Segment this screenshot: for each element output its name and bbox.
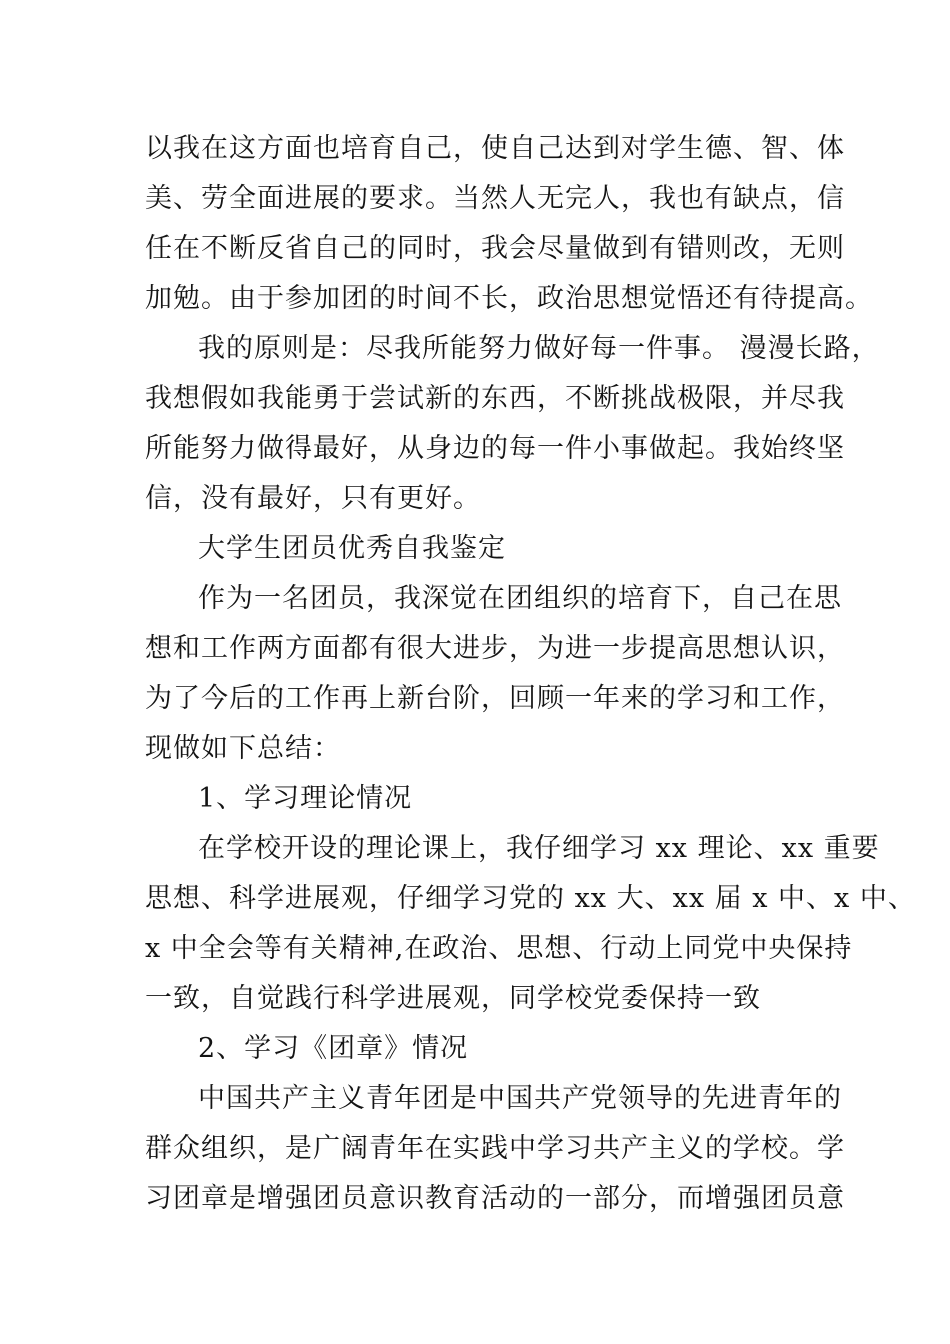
text-line: 以我在这方面也培育自己，使自己达到对学生德、智、体: [145, 133, 845, 164]
text-line: 一致，自觉践行科学进展观，同学校党委保持一致: [145, 983, 761, 1014]
paragraph-first-line: 中国共产主义青年团是中国共产党领导的先进青年的: [198, 1083, 842, 1114]
text-line: x 中全会等有关精神,在政治、思想、行动上同党中央保持: [145, 933, 853, 964]
text-line: 信，没有最好，只有更好。: [145, 483, 481, 514]
paragraph-first-line: 作为一名团员，我深觉在团组织的培育下，自己在思: [198, 583, 842, 614]
text-line: 我想假如我能勇于尝试新的东西，不断挑战极限，并尽我: [145, 383, 845, 414]
text-line: 想和工作两方面都有很大进步，为进一步提高思想认识，: [145, 633, 845, 664]
text-line: 习团章是增强团员意识教育活动的一部分，而增强团员意: [145, 1183, 845, 1214]
text-line: 任在不断反省自己的同时，我会尽量做到有错则改，无则: [145, 233, 845, 264]
text-line: 思想、科学进展观，仔细学习党的 xx 大、xx 届 x 中、x 中、: [145, 883, 916, 914]
text-line: 加勉。由于参加团的时间不长，政治思想觉悟还有待提高。: [145, 283, 873, 314]
text-line: 群众组织，是广阔青年在实践中学习共产主义的学校。学: [145, 1133, 845, 1164]
subsection-heading: 1、学习理论情况: [198, 783, 413, 814]
text-line: 为了今后的工作再上新台阶，回顾一年来的学习和工作，: [145, 683, 845, 714]
subsection-heading: 2、学习《团章》情况: [198, 1033, 469, 1064]
paragraph-first-line: 在学校开设的理论课上，我仔细学习 xx 理论、xx 重要: [198, 833, 880, 864]
text-line: 所能努力做得最好，从身边的每一件小事做起。我始终坚: [145, 433, 845, 464]
text-line: 美、劳全面进展的要求。当然人无完人，我也有缺点，信: [145, 183, 845, 214]
paragraph-first-line: 我的原则是：尽我所能努力做好每一件事。 漫漫长路，: [198, 333, 880, 364]
section-title: 大学生团员优秀自我鉴定: [198, 533, 506, 564]
text-line: 现做如下总结：: [145, 733, 341, 764]
